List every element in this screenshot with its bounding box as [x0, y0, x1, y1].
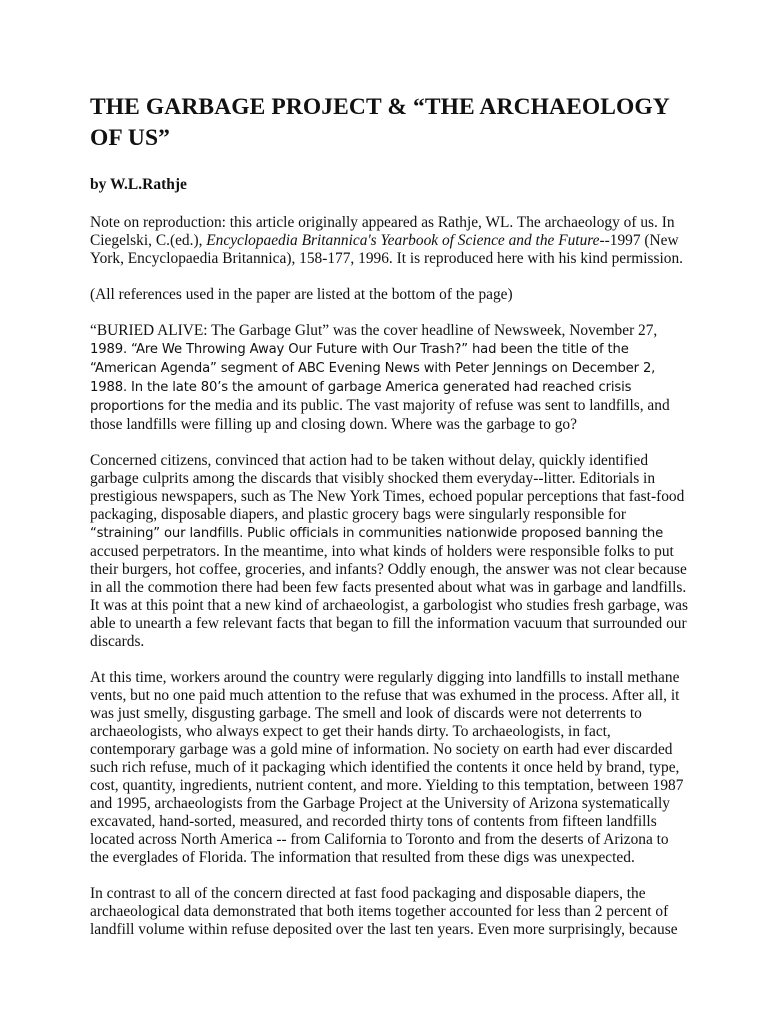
article-title: THE GARBAGE PROJECT & “THE ARCHAEOLOGY OF US”: [90, 94, 669, 151]
paragraph-concerned-citizens: [90, 452, 690, 651]
paragraph-text: accused perpetrators. In the meantime, into what kinds of holders were responsible folks to put their burgers, hot coffee, groceries, and infants? Oddly enough, the answer was not clear because in all the commotion there had been few facts presented about what was in garbage and landfills. It was at this point that a new kind of archaeologist, a garbologist who studies fresh garbage, was able to unearth a few relevant facts that began to fill the information vacuum that surrounded our discards.: [90, 543, 688, 650]
headline-quote: “BURIED ALIVE: The Garbage Glut”: [90, 322, 330, 339]
note-text-end: --1997 (New York, Encyclopaedia Britannica), 158-177, 1996. It is reproduced here with his kind permission.: [90, 232, 683, 267]
author-byline: by W.L.Rathje: [90, 176, 187, 193]
paragraph-landfill-digging: At this time, workers around the country were regularly digging into landfills to install methane vents, but no one paid much attention to the refuse that was exhumed in the process. After all, it was just smelly, disgusting garbage. The smell and look of discards were not deterrents to archaeologists, who always expect to get their hands dirty. To archaeologists, in fact, contemporary garbage was a gold mine of information. No society on earth had ever discarded such rich refuse, much of it packaging which identified the contents it once held by brand, type, cost, quantity, ingredients, nutrient content, and more. Yielding to this temptation, between 1987 and 1995, archaeologists from the Garbage Project at the University of Arizona systematically excavated, hand-sorted, measured, and recorded thirty tons of contents from fifteen landfills located across North America -- from California to Toronto and from the deserts of Arizona to the everglades of Florida. The information that resulted from these digs was unexpected.: [90, 669, 684, 866]
article: [90, 92, 690, 957]
paragraph-text-sans: “straining” our landfills. Public officials in communities nationwide proposed banning the: [90, 526, 664, 541]
references-note: (All references used in the paper are listed at the bottom of the page): [90, 286, 513, 303]
paragraph-data-contrast: In contrast to all of the concern directed at fast food packaging and disposable diapers, the archaeological data demonstrated that both items together accounted for less than 2 percent of landfill volume within refuse deposited over the last ten years. Even more surprisingly, because: [90, 885, 678, 938]
paragraph-buried-alive: [90, 322, 690, 434]
reproduction-note: [90, 214, 690, 268]
note-text-start: Note on reproduction: this article originally appeared as Rathje, WL. The archaeology of us. In Ciegelski, C.(ed.),: [90, 214, 675, 249]
paragraph-text: was the cover headline of Newsweek, November 27,: [329, 322, 658, 339]
paragraph-text-sans: 1989. “Are We Throwing Away Our Future with Our Trash?” had been the title of the “American Agenda” segment of ABC Evening News with Peter Jennings on December 2, 1988. In the late 80’s the amount of garbage America generated had reached crisis proportions for the: [90, 342, 656, 414]
paragraph-text: Concerned citizens, convinced that action had to be taken without delay, quickly identified garbage culprits among the discards that visibly shocked them everyday--litter. Editorials in prestigious newspapers, such as The New York Times, echoed popular perceptions that fast-food packaging, disposable diapers, and plastic grocery bags were singularly responsible for: [90, 452, 685, 523]
publication-title: Encyclopaedia Britannica's Yearbook of Science and the Future: [206, 232, 600, 249]
paragraph-text: media and its public. The vast majority of refuse was sent to landfills, and those landfills were filling up and closing down. Where was the garbage to go?: [90, 397, 670, 433]
